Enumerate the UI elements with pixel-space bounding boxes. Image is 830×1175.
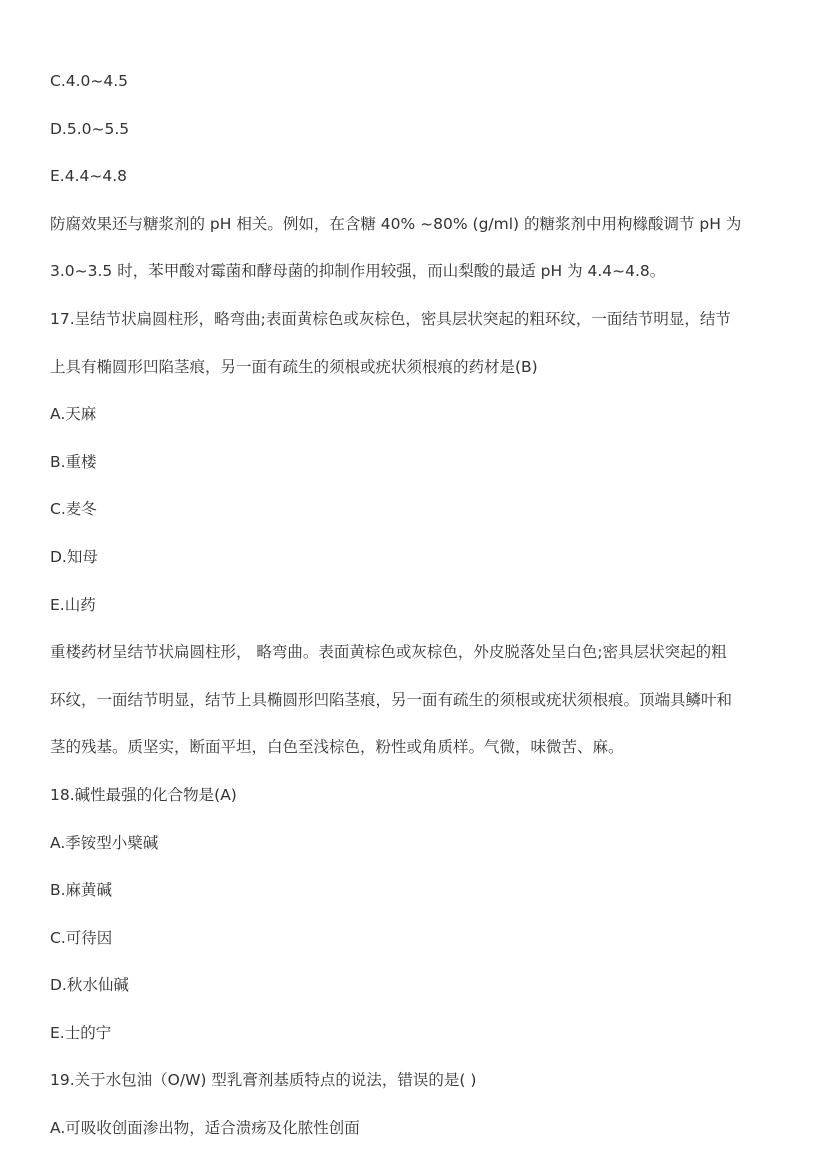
explanation-line: 环纹，一面结节明显，结节上具椭圆形凹陷茎痕，另一面有疏生的须根或疣状须根痕。顶端具鳞叶和 [50, 690, 733, 709]
explanation-q16 [50, 201, 785, 296]
document-page [50, 58, 785, 1153]
explanation-line: 重楼药材呈结节状扁圆柱形， 略弯曲。表面黄棕色或灰棕色，外皮脱落处呈白色;密具层状突起的粗 [50, 643, 727, 662]
option-a-q18: A.季铵型小檗碱 [50, 833, 159, 852]
option-e-q17: E.山药 [50, 595, 96, 614]
option-e-q16: E.4.4~4.8 [50, 167, 128, 186]
option-a-q19: A.可吸收创面渗出物，适合溃疡及化脓性创面 [50, 1119, 360, 1138]
question-19: 19.关于水包油（O/W) 型乳膏剂基质特点的说法，错误的是( ) [50, 1071, 477, 1090]
option-b-q17: B.重楼 [50, 452, 97, 471]
explanation-line: 茎的残基。质坚实，断面平坦，白色至浅棕色，粉性或角质样。气微，味微苦、麻。 [50, 738, 624, 757]
option-e-q18: E.士的宁 [50, 1023, 112, 1042]
explanation-line: 防腐效果还与糖浆剂的 pH 相关。例如，在含糖 40% ~80% (g/ml) 的糖浆剂中用枸橼酸调节 pH 为 [50, 214, 742, 233]
option-d-q18: D.秋水仙碱 [50, 976, 129, 995]
question-line: 17.呈结节状扁圆柱形，略弯曲;表面黄棕色或灰棕色，密具层状突起的粗环纹，一面结节明显，结节 [50, 309, 731, 328]
option-c-q16: C.4.0~4.5 [50, 72, 129, 90]
explanation-q17 [50, 629, 785, 772]
question-18: 18.碱性最强的化合物是(A) [50, 785, 237, 804]
explanation-line: 3.0~3.5 时，苯甲酸对霉菌和酵母菌的抑制作用较强，而山梨酸的最适 pH 为 4.4~4.8。 [50, 262, 666, 281]
option-b-q18: B.麻黄碱 [50, 881, 113, 900]
option-c-q18: C.可待因 [50, 928, 113, 947]
question-line: 上具有椭圆形凹陷茎痕，另一面有疏生的须根或疣状须根痕的药材是(B) [50, 357, 538, 376]
option-d-q17: D.知母 [50, 547, 98, 566]
option-d-q16: D.5.0~5.5 [50, 119, 130, 138]
question-17 [50, 296, 785, 391]
option-a-q17: A.天麻 [50, 405, 97, 424]
option-c-q17: C.麦冬 [50, 500, 97, 519]
